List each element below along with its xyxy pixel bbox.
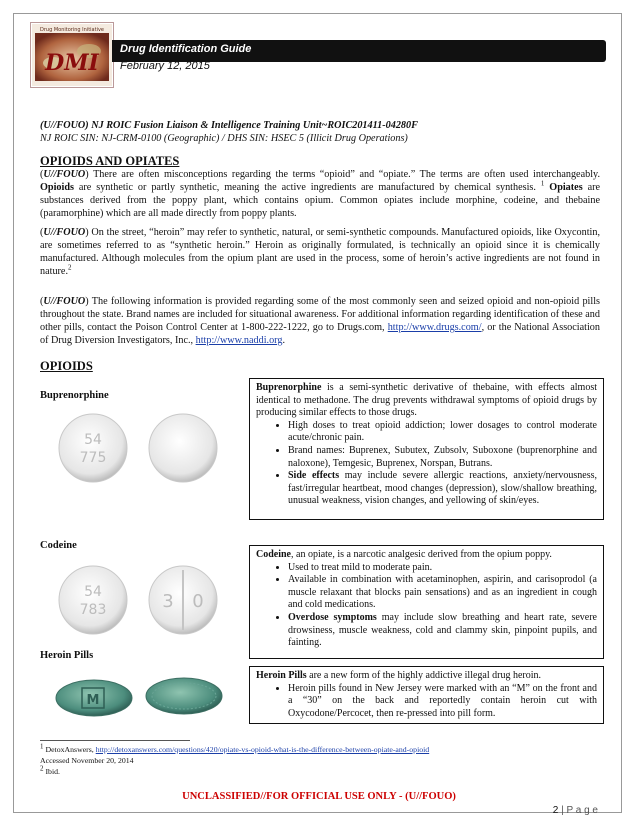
codeine-pill-image (55, 560, 225, 640)
svg-text:3: 3 (162, 591, 174, 612)
svg-text:0: 0 (192, 591, 204, 612)
footnote-1: $^1$ DetoxAnswers, http://detoxanswers.com/questions/420/opiate-vs-opioid-what-is-the-difference-between-opiate-and-opioid (40, 742, 430, 754)
svg-text:783: 783 (79, 602, 107, 618)
dmi-logo-image (31, 23, 113, 87)
svg-text:DMI: DMI (45, 50, 99, 76)
codeine-bullet-2: • Available in combination with acetaminophen, aspirin, and carisoprodol (a muscle relaxant that blocks pain sensations) and as an ingredient in cough and cold medications. (288, 574, 597, 612)
page-number: 2 | P a g e (552, 805, 598, 816)
heroin-bullet-1: • Heroin pills found in New Jersey were marked with an “M” on the front and a “30” on the back and reportedly contain heroin cut with Oxycodone/Percocet, then re-pressed into pill form. (288, 683, 597, 721)
heroin-pills-label: Heroin Pills (40, 650, 94, 661)
section-heading-opioids: OPIOIDS (40, 359, 93, 373)
paragraph-street-heroin: (U//FOUO) On the street, “heroin” may refer to synthetic, natural, or semi-synthetic compounds. Manufactured opioids, like Oxycontin, are sometimes referred to as “synthetic heroin.” Heroin as originally formulated, is technically an opioid since it is chemically manufactured. Although molecules from the opium plant are used in the process, some of heroin’s active ingredients are not found in nature.$^2$ (40, 227, 600, 277)
buprenorphine-bullet-3: • Side effects may include severe allergic reactions, anxiety/nervousness, fast/irregular heartbeat, mood changes (depression), slow/shallow breathing, unusual weakness, vision changes, and yellowing of skin/eyes. (288, 470, 597, 508)
buprenorphine-bullet-2: • Brand names: Buprenex, Subutex, Zubsolv, Suboxone (buprenorphine and naloxone), Temgesic, Buprenex, Norspan, Butrans. (288, 445, 597, 470)
buprenorphine-info-box: Buprenorphine is a semi-synthetic derivative of thebaine, with effects almost identical to methadone. The drug prevents withdrawal symptoms of opioid drugs by producing similar effects to those drugs. • High doses to treat opioid addiction; lower dosages to control moderate acute/chronic pain. • Brand names: Buprenex, Subutex, Zubsolv, Suboxone (buprenorphine and naloxone), Temgesic, Buprenex, Norspan, Butrans. • Side effects may include severe allergic reactions, anxiety/nervousness, fast/irregular heartbeat, mood changes (depression), slow/shallow breathing, unusual weakness, vision changes, and yellowing of skin/eyes. (249, 378, 604, 520)
buprenorphine-pill-image (55, 408, 225, 488)
codeine-bullet-3: • Overdose symptoms may include slow breathing and heart rate, severe drowsiness, muscle weakness, cold and clammy skin, pinpoint pupils, and fainting. (288, 612, 597, 650)
classification-line-1: (U//FOUO) NJ ROIC Fusion Liaison & Intelligence Training Unit~ROIC201411-04280F (40, 120, 418, 131)
svg-text:54: 54 (84, 584, 102, 600)
document-date: February 12, 2015 (120, 60, 210, 72)
buprenorphine-bullet-1: • High doses to treat opioid addiction; lower dosages to control moderate acute/chronic pain. (288, 420, 597, 445)
codeine-info-box: Codeine, an opiate, is a narcotic analgesic derived from the opium poppy. • Used to treat mild to moderate pain. • Available in combination with acetaminophen, aspirin, and carisoprodol (a muscle relaxant that blocks pain sensations) and as an ingredient in cough and cold medications. • Overdose symptoms may include slow breathing and heart rate, severe drowsiness, muscle weakness, cold and clammy skin, pinpoint pupils, and fainting. (249, 545, 604, 659)
dmi-logo (30, 22, 114, 88)
svg-text:54: 54 (84, 432, 102, 448)
heroin-info-box: Heroin Pills are a new form of the highly addictive illegal drug heroin. • Heroin pills found in New Jersey were marked with an “M” on the front and a “30” on the back and reportedly contain heroin cut with Oxycodone/Percocet, then re-pressed into pill form. (249, 666, 604, 724)
codeine-bullet-1: • Used to treat mild to moderate pain. (288, 562, 597, 575)
footnote-separator (40, 740, 190, 741)
section-heading-opioids-and-opiates: OPIOIDS AND OPIATES (40, 154, 180, 168)
svg-text:Drug Monitoring Initiative: Drug Monitoring Initiative (40, 27, 104, 33)
footnote-2: $^2$ Ibid. (40, 764, 60, 776)
codeine-label: Codeine (40, 540, 77, 551)
heroin-pill-image (44, 668, 234, 726)
footer-classification: UNCLASSIFIED//FOR OFFICIAL USE ONLY - (U//FOUO) (182, 791, 456, 802)
footnote-1-accessed: Accessed November 20, 2014 (40, 756, 134, 765)
svg-text:775: 775 (79, 450, 107, 466)
svg-text:M: M (86, 693, 100, 708)
classification-line-2: NJ ROIC SIN: NJ-CRM-0100 (Geographic) / DHS SIN: HSEC 5 (Illicit Drug Operations) (40, 133, 408, 144)
buprenorphine-label: Buprenorphine (40, 390, 109, 401)
paragraph-misconceptions: (U//FOUO) There are often misconceptions regarding the terms “opioid” and “opiate.” The terms are often used interchangeably. Opioids are synthetic or partly synthetic, meaning the active ingredients are manufactured by chemical synthesis. $^1$ Opiates are substances derived from the poppy plant, which contains opium. Common opiates include morphine, codeine, and thebaine (paramorphine) which are all made directly from poppy plants. (40, 169, 601, 219)
detoxanswers-link[interactable]: http://detoxanswers.com/questions/420/opiate-vs-opioid-what-is-the-difference-between-opiate-and-opioid (95, 745, 430, 754)
paragraph-information: (U//FOUO) The following information is provided regarding some of the most commonly seen and seized opioid and non-opioid pills throughout the state. Brand names are included for situational awareness. For additional information regarding identification of these and other pills, contact the Poison Control Center at 1-800-222-1222, go to Drugs.com, http://www.drugs.com/, or the National Association of Drug Diversion Investigators, Inc., http://www.naddi.org. (40, 296, 600, 346)
naddi-link[interactable]: http://www.naddi.org (195, 335, 283, 346)
document-title: Drug Identification Guide (120, 43, 252, 55)
drugs-com-link[interactable]: http://www.drugs.com/ (387, 322, 482, 333)
